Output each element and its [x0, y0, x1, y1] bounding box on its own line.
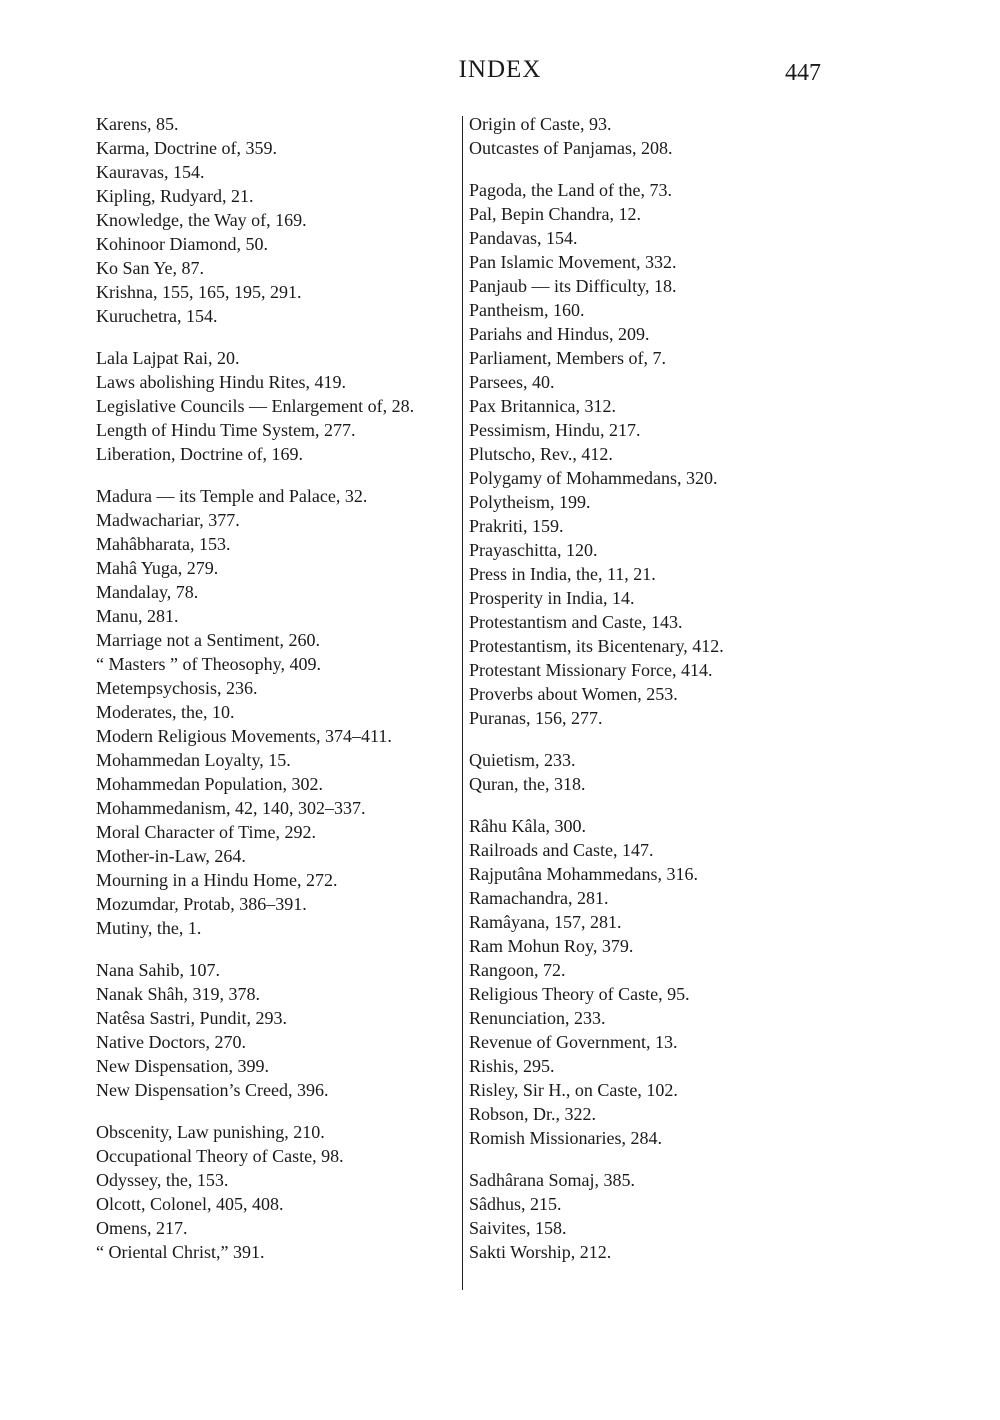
index-entry: Origin of Caste, 93. — [469, 114, 612, 134]
index-entry: Moral Character of Time, 292. — [96, 822, 316, 842]
index-entry: Pagoda, the Land of the, 73. — [469, 180, 672, 200]
index-entry: Romish Missionaries, 284. — [469, 1128, 663, 1148]
index-entry: Madura — its Temple and Palace, 32. — [96, 486, 368, 506]
index-entry: Kipling, Rudyard, 21. — [96, 186, 254, 206]
index-entry: Ram Mohun Roy, 379. — [469, 936, 634, 956]
group-spacer — [96, 1102, 456, 1120]
index-entry: Metempsychosis, 236. — [96, 678, 258, 698]
index-letter-group — [96, 958, 456, 1102]
index-entry: Krishna, 155, 165, 195, 291. — [96, 282, 302, 302]
group-spacer — [96, 328, 456, 346]
index-entry: Prosperity in India, 14. — [469, 588, 635, 608]
index-entry: Kauravas, 154. — [96, 162, 205, 182]
index-entry: Quran, the, 318. — [469, 774, 586, 794]
index-entry: Liberation, Doctrine of, 169. — [96, 444, 303, 464]
index-entry: Mahâbharata, 153. — [96, 534, 231, 554]
index-entry: Olcott, Colonel, 405, 408. — [96, 1194, 284, 1214]
index-entry: Renunciation, 233. — [469, 1008, 606, 1028]
group-spacer — [469, 160, 799, 178]
index-entry: Native Doctors, 270. — [96, 1032, 246, 1052]
group-spacer — [469, 796, 799, 814]
index-entry: Sakti Worship, 212. — [469, 1242, 612, 1262]
index-entry: Risley, Sir H., on Caste, 102. — [469, 1080, 678, 1100]
index-entry: Revenue of Government, 13. — [469, 1032, 678, 1052]
index-entry: Parsees, 40. — [469, 372, 555, 392]
index-entry: Rishis, 295. — [469, 1056, 555, 1076]
index-entry: Pariahs and Hindus, 209. — [469, 324, 650, 344]
index-column-left — [96, 112, 456, 1264]
index-column-right — [469, 112, 799, 1264]
index-entry: Modern Religious Movements, 374–411. — [96, 726, 392, 746]
index-entry: Mahâ Yuga, 279. — [96, 558, 219, 578]
index-letter-group — [96, 484, 456, 940]
index-entry: Polytheism, 199. — [469, 492, 591, 512]
index-entry: Nanak Shâh, 319, 378. — [96, 984, 260, 1004]
index-entry: Rajputâna Mohammedans, 316. — [469, 864, 698, 884]
index-entry: Knowledge, the Way of, 169. — [96, 210, 307, 230]
index-entry: Protestant Missionary Force, 414. — [469, 660, 713, 680]
index-entry: Omens, 217. — [96, 1218, 188, 1238]
index-entry: Prayaschitta, 120. — [469, 540, 598, 560]
index-entry: Robson, Dr., 322. — [469, 1104, 597, 1124]
index-entry: Odyssey, the, 153. — [96, 1170, 229, 1190]
index-entry: Mourning in a Hindu Home, 272. — [96, 870, 338, 890]
index-entry: Pantheism, 160. — [469, 300, 585, 320]
index-letter-group — [469, 748, 799, 796]
index-entry: Natêsa Sastri, Pundit, 293. — [96, 1008, 287, 1028]
index-entry: Pax Britannica, 312. — [469, 396, 616, 416]
index-entry: Polygamy of Mohammedans, 320. — [469, 468, 718, 488]
index-entry: Sadhârana Somaj, 385. — [469, 1170, 635, 1190]
page-number: 447 — [785, 60, 821, 86]
index-entry: Kohinoor Diamond, 50. — [96, 234, 268, 254]
page-title: INDEX — [458, 56, 542, 83]
index-entry: Pessimism, Hindu, 217. — [469, 420, 641, 440]
index-entry: Mother-in-Law, 264. — [96, 846, 246, 866]
index-entry: Kuruchetra, 154. — [96, 306, 218, 326]
index-entry: Mohammedan Loyalty, 15. — [96, 750, 291, 770]
index-entry: Press in India, the, 11, 21. — [469, 564, 656, 584]
index-entry: Saivites, 158. — [469, 1218, 567, 1238]
index-entry: Length of Hindu Time System, 277. — [96, 420, 356, 440]
index-entry: Proverbs about Women, 253. — [469, 684, 678, 704]
index-entry: Râhu Kâla, 300. — [469, 816, 586, 836]
index-entry: Ramâyana, 157, 281. — [469, 912, 622, 932]
index-entry: Nana Sahib, 107. — [96, 960, 220, 980]
index-entry: Mohammedan Population, 302. — [96, 774, 323, 794]
index-entry: Parliament, Members of, 7. — [469, 348, 666, 368]
index-entry: Pandavas, 154. — [469, 228, 578, 248]
index-entry: Laws abolishing Hindu Rites, 419. — [96, 372, 346, 392]
index-entry: Occupational Theory of Caste, 98. — [96, 1146, 344, 1166]
index-entry: Manu, 281. — [96, 606, 179, 626]
index-entry: Ko San Ye, 87. — [96, 258, 205, 278]
group-spacer — [96, 466, 456, 484]
column-divider — [462, 116, 463, 1290]
index-entry: Mutiny, the, 1. — [96, 918, 202, 938]
group-spacer — [96, 940, 456, 958]
index-entry: Lala Lajpat Rai, 20. — [96, 348, 240, 368]
index-letter-group — [96, 112, 456, 328]
index-entry: Plutscho, Rev., 412. — [469, 444, 613, 464]
index-letter-group — [469, 814, 799, 1150]
index-letter-group — [96, 1120, 456, 1264]
index-entry: Protestantism, its Bicentenary, 412. — [469, 636, 724, 656]
index-entry: Madwachariar, 377. — [96, 510, 240, 530]
index-entry: Puranas, 156, 277. — [469, 708, 603, 728]
index-entry: New Dispensation’s Creed, 396. — [96, 1080, 329, 1100]
index-letter-group — [469, 178, 799, 730]
index-entry: “ Masters ” of Theosophy, 409. — [96, 654, 321, 674]
index-entry: Sâdhus, 215. — [469, 1194, 562, 1214]
index-entry: Pan Islamic Movement, 332. — [469, 252, 677, 272]
index-entry: Moderates, the, 10. — [96, 702, 235, 722]
index-letter-group — [469, 1168, 799, 1264]
index-letter-group — [469, 112, 799, 160]
index-entry: Rangoon, 72. — [469, 960, 566, 980]
index-entry: Railroads and Caste, 147. — [469, 840, 654, 860]
index-entry: Ramachandra, 281. — [469, 888, 609, 908]
index-entry: “ Oriental Christ,” 391. — [96, 1242, 265, 1262]
index-entry: Outcastes of Panjamas, 208. — [469, 138, 673, 158]
index-entry: Marriage not a Sentiment, 260. — [96, 630, 320, 650]
index-entry: Mozumdar, Protab, 386–391. — [96, 894, 307, 914]
index-entry: Karma, Doctrine of, 359. — [96, 138, 277, 158]
index-letter-group — [96, 346, 456, 466]
group-spacer — [469, 730, 799, 748]
index-entry: Mandalay, 78. — [96, 582, 199, 602]
index-entry: Protestantism and Caste, 143. — [469, 612, 683, 632]
index-entry: Obscenity, Law punishing, 210. — [96, 1122, 325, 1142]
index-entry: Religious Theory of Caste, 95. — [469, 984, 690, 1004]
index-entry: Quietism, 233. — [469, 750, 576, 770]
index-entry: Panjaub — its Difficulty, 18. — [469, 276, 677, 296]
group-spacer — [469, 1150, 799, 1168]
index-entry: Mohammedanism, 42, 140, 302–337. — [96, 798, 366, 818]
index-entry: New Dispensation, 399. — [96, 1056, 269, 1076]
index-entry: Karens, 85. — [96, 114, 179, 134]
index-entry: Prakriti, 159. — [469, 516, 564, 536]
index-entry: Legislative Councils — Enlargement of, 28. — [96, 396, 415, 416]
index-entry: Pal, Bepin Chandra, 12. — [469, 204, 641, 224]
